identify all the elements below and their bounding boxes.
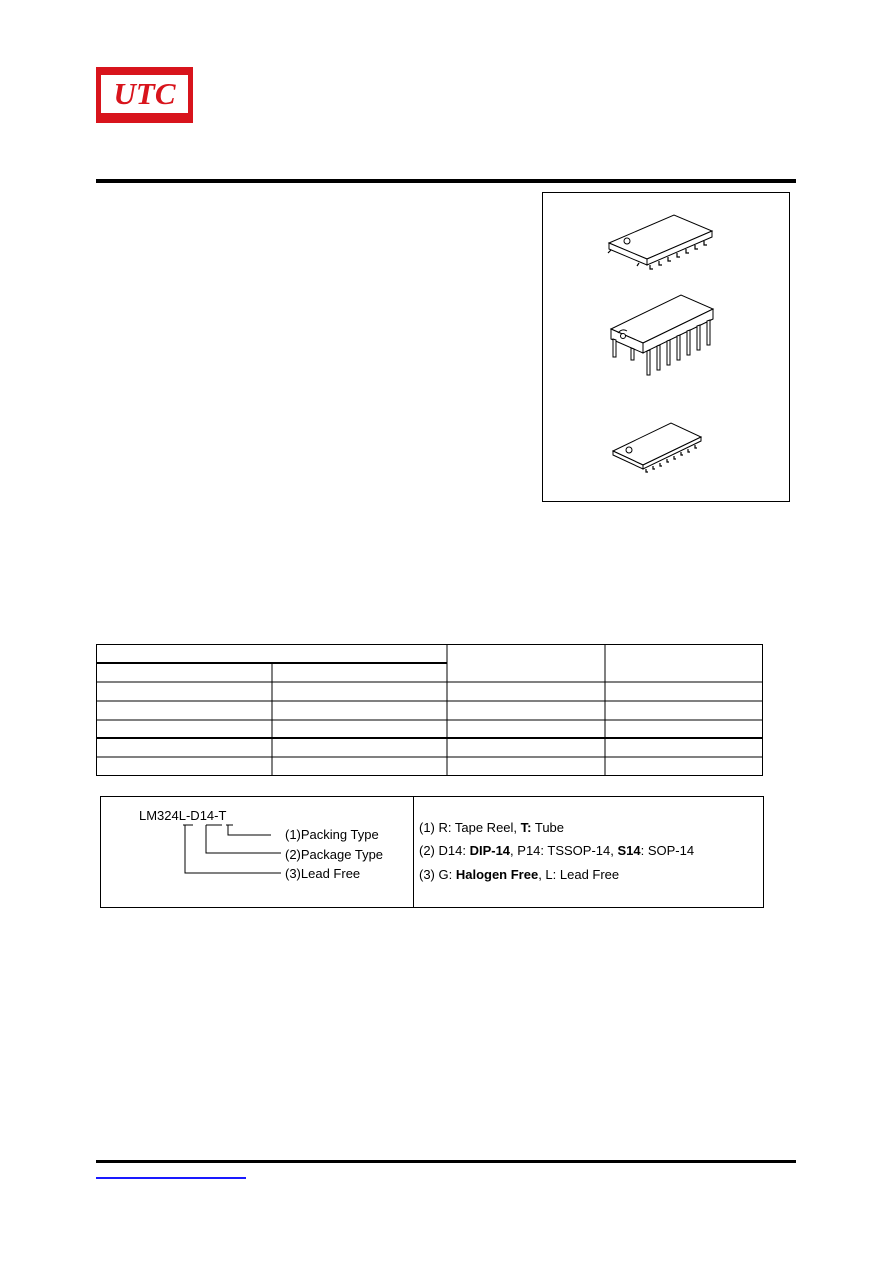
tssop-14-package-icon — [613, 423, 701, 472]
package-type-label: (2)Package Type — [285, 847, 384, 862]
lead-free-description: (3) G: Halogen Free, L: Lead Free — [419, 867, 620, 882]
package-type-description: (2) D14: DIP-14, P14: TSSOP-14, S14: SOP-14 — [419, 843, 695, 858]
legend-divider — [413, 797, 414, 907]
logo-text: UTC — [113, 76, 176, 111]
part-code-leader-lines — [183, 825, 281, 873]
package-illustration-box — [542, 192, 790, 502]
packing-type-label: (1)Packing Type — [285, 827, 379, 842]
part-number-legend — [100, 796, 764, 908]
dip-14-package-icon — [611, 295, 713, 375]
utc-logo — [96, 67, 193, 123]
footer-rule — [96, 1160, 796, 1163]
lead-free-label: (3)Lead Free — [285, 866, 361, 881]
ordering-info-table — [96, 644, 763, 776]
packing-type-description: (1) R: Tape Reel, T: Tube — [419, 820, 565, 835]
footer-link-underline[interactable] — [96, 1177, 246, 1179]
part-code: LM324L-D14-T — [139, 808, 227, 823]
sop-14-package-icon — [608, 215, 712, 269]
logo-inner-panel — [101, 75, 188, 113]
header-rule — [96, 179, 796, 183]
